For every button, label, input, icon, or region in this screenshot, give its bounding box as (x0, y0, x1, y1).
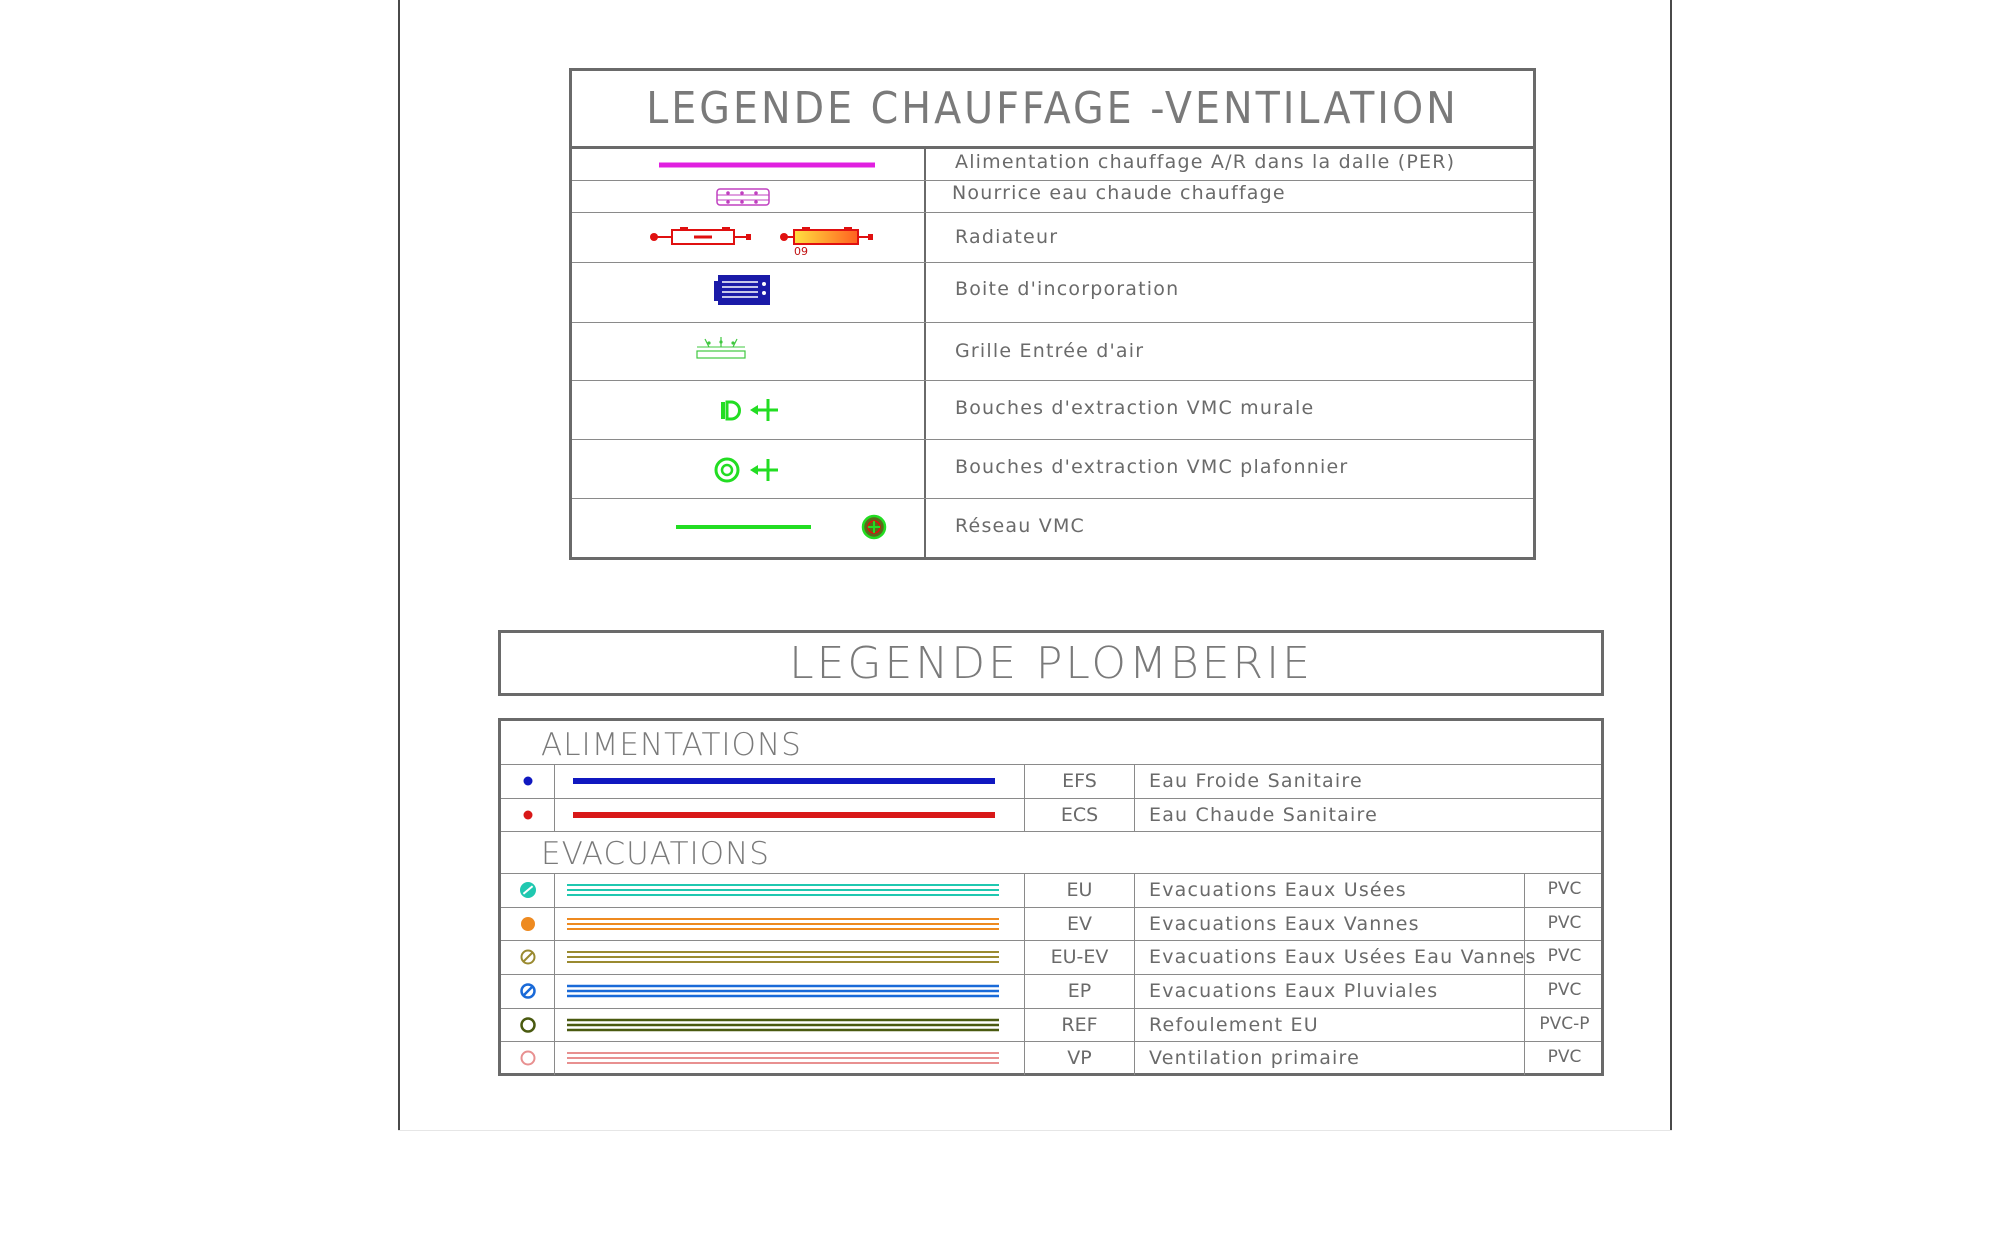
legend-row-alimentation (572, 149, 1533, 181)
code: EV (1025, 908, 1135, 941)
material: PVC-P (1539, 1013, 1590, 1034)
description: Eau Froide Sanitaire (1149, 770, 1363, 792)
table-row-ev (501, 907, 1601, 941)
description: Evacuations Eaux Vannes (1135, 908, 1525, 941)
legend-plomberie-title: LEGENDE PLOMBERIE (498, 630, 1604, 696)
vmc-network-icon (572, 499, 924, 557)
code: EU-EV (1025, 941, 1135, 974)
code: REF (1025, 1009, 1135, 1042)
table-row-ref (501, 1008, 1601, 1042)
pipe-line (555, 975, 1025, 1008)
open-circle-icon (501, 1009, 555, 1042)
sheet-border-bottom (398, 1130, 1672, 1131)
magenta-line-icon (572, 149, 924, 180)
legend-label: Alimentation chauffage A/R dans la dalle (PER) (955, 151, 1456, 173)
legend-label: Bouches d'extraction VMC plafonnier (955, 456, 1349, 478)
legend-row-vmc-murale (572, 381, 1533, 440)
slashed-circle-icon (501, 975, 555, 1008)
section-row-evacuations (501, 831, 1601, 873)
pipe-line (555, 908, 1025, 941)
code: EU (1025, 874, 1135, 907)
table-row-ep (501, 974, 1601, 1008)
legend-label: Radiateur (955, 226, 1059, 248)
description: Evacuations Eaux Usées (1135, 874, 1525, 907)
table-row-vp (501, 1041, 1601, 1075)
legend-chauffage-title: LEGENDE CHAUFFAGE -VENTILATION (572, 71, 1533, 149)
pipe-line (555, 1042, 1025, 1075)
legend-chauffage-ventilation (569, 68, 1536, 560)
section-evacuations: EVACUATIONS (541, 836, 770, 873)
code: EP (1025, 975, 1135, 1008)
pipe-line (555, 874, 1025, 907)
legend-label: Grille Entrée d'air (955, 340, 1145, 362)
legend-row-grille (572, 323, 1533, 381)
section-alimentations: ALIMENTATIONS (541, 727, 802, 763)
legend-label: Nourrice eau chaude chauffage (952, 182, 1286, 204)
pipe-line (555, 941, 1025, 974)
material: PVC (1547, 980, 1582, 1000)
code: VP (1025, 1042, 1135, 1075)
legend-row-reseau-vmc (572, 499, 1533, 557)
legend-plomberie (498, 718, 1604, 1076)
svg-text:09: 09 (794, 245, 808, 258)
legend-label: Boite d'incorporation (955, 278, 1180, 300)
legend-row-nourrice (572, 181, 1533, 213)
description: Evacuations Eaux Usées Eau Vannes (1135, 941, 1525, 974)
dot-icon (501, 765, 555, 798)
legend-label: Bouches d'extraction VMC murale (955, 397, 1315, 419)
legend-row-boite (572, 263, 1533, 323)
box-icon (572, 263, 924, 322)
table-row-efs (501, 764, 1601, 798)
description: Ventilation primaire (1135, 1042, 1525, 1075)
sheet-border-left (398, 0, 400, 1130)
pipe-line (555, 765, 1025, 798)
material: PVC (1547, 879, 1582, 900)
slashed-circle-icon (501, 941, 555, 974)
wall-vent-icon (572, 381, 924, 439)
pipe-line (555, 799, 1025, 832)
filled-circle-icon (501, 908, 555, 941)
code: EFS (1025, 765, 1135, 798)
description: Eau Chaude Sanitaire (1149, 803, 1378, 826)
sheet-border-right (1670, 0, 1672, 1130)
half-filled-circle-icon (501, 874, 555, 907)
table-row-eu-ev (501, 940, 1601, 974)
ceiling-vent-icon (572, 440, 924, 498)
description: Refoulement EU (1135, 1009, 1525, 1042)
air-grille-icon (572, 323, 924, 380)
open-circle-icon (501, 1042, 555, 1075)
code: ECS (1025, 799, 1135, 832)
table-row-eu (501, 873, 1601, 907)
pipe-line (555, 1009, 1025, 1042)
radiator-icon (572, 213, 924, 262)
legend-label: Réseau VMC (955, 515, 1086, 537)
manifold-icon (572, 181, 924, 212)
dot-icon (501, 799, 555, 832)
description: Evacuations Eaux Pluviales (1135, 975, 1525, 1008)
material: PVC (1547, 912, 1582, 933)
legend-row-vmc-plafonnier (572, 440, 1533, 499)
legend-row-radiateur (572, 213, 1533, 263)
material: PVC (1547, 946, 1582, 967)
material: PVC (1547, 1047, 1582, 1068)
table-row-ecs (501, 798, 1601, 832)
